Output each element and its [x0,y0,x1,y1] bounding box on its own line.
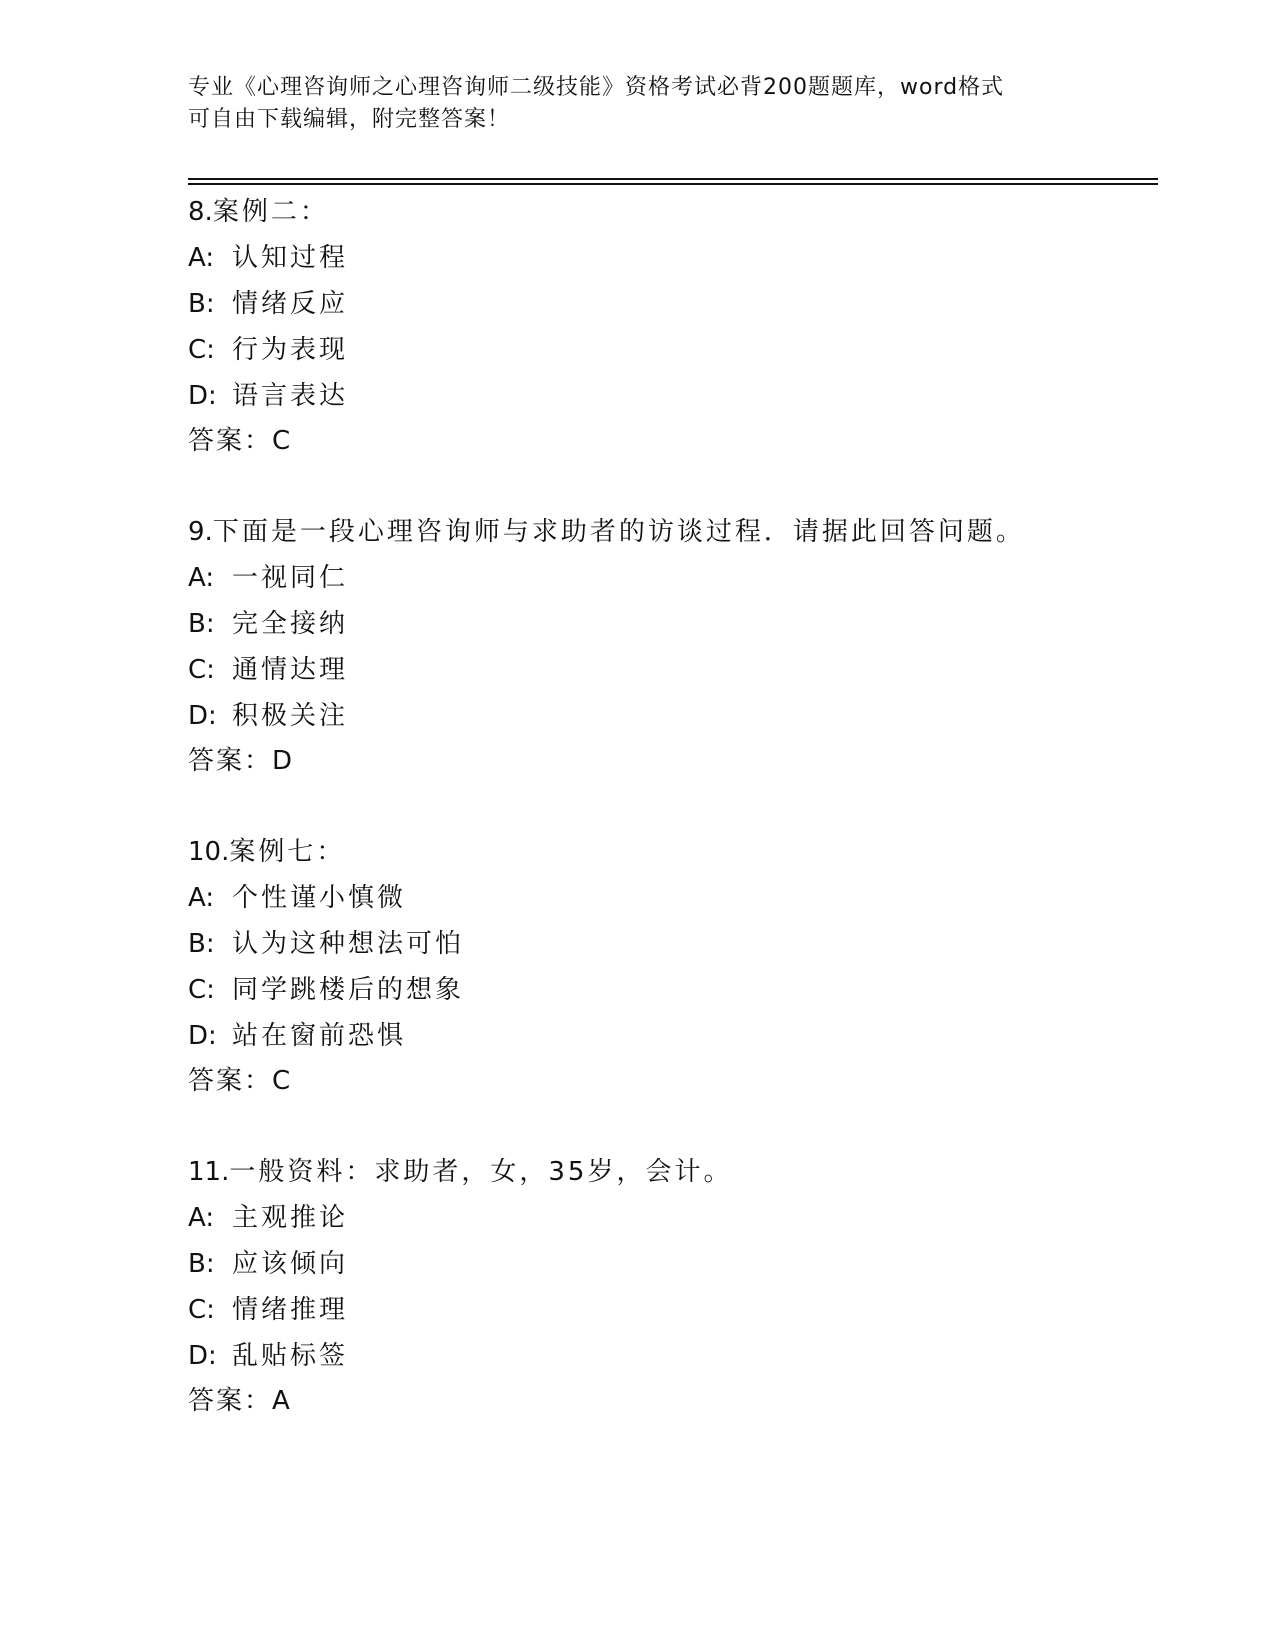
answer-value: C [272,426,291,456]
option-c [188,1287,1148,1333]
option-b [188,921,1148,967]
option-b [188,1241,1148,1287]
question-stem [188,190,1148,235]
option-c [188,967,1148,1013]
option-letter: B: [188,289,215,319]
option-b [188,281,1148,327]
question-number: 11. [188,1157,230,1187]
option-d [188,1333,1148,1379]
question-number: 10. [188,837,230,867]
answer-line [188,1059,1148,1103]
option-letter: A: [188,1203,215,1233]
question-8 [188,190,1148,463]
question-text: 一般资料：求助者，女，35岁，会计。 [229,1157,733,1187]
option-a [188,875,1148,921]
option-c [188,327,1148,373]
option-b [188,601,1148,647]
question-9 [188,510,1148,783]
answer-line [188,419,1148,463]
option-text: 完全接纳 [232,609,349,639]
option-text: 行为表现 [232,335,349,365]
option-letter: C: [188,975,215,1005]
question-list [188,190,1148,1470]
answer-label: 答案： [188,1066,273,1096]
header-line-2: 可自由下载编辑，附完整答案！ [188,107,511,132]
option-letter: A: [188,883,215,913]
document-header [188,72,1088,136]
header-divider-bottom [188,183,1158,185]
answer-label: 答案： [188,426,273,456]
option-letter: C: [188,1295,215,1325]
option-text: 积极关注 [232,701,349,731]
option-text: 认为这种想法可怕 [232,929,465,959]
option-letter: D: [188,1341,217,1371]
option-letter: D: [188,381,217,411]
option-text: 主观推论 [232,1203,349,1233]
answer-line [188,739,1148,783]
answer-value: C [272,1066,291,1096]
question-text: 案例七： [229,837,346,867]
option-letter: D: [188,1021,217,1051]
answer-label: 答案： [188,1386,273,1416]
option-c [188,647,1148,693]
option-letter: B: [188,1249,215,1279]
header-divider-top [188,178,1158,180]
option-letter: D: [188,701,217,731]
option-text: 应该倾向 [232,1249,349,1279]
option-text: 站在窗前恐惧 [232,1021,407,1051]
option-a [188,1195,1148,1241]
question-number: 9. [188,517,213,547]
option-text: 乱贴标签 [232,1341,349,1371]
option-letter: C: [188,335,215,365]
answer-value: A [272,1386,290,1416]
option-text: 同学跳楼后的想象 [232,975,465,1005]
option-letter: A: [188,563,215,593]
question-text: 案例二： [212,197,329,227]
option-a [188,235,1148,281]
question-stem [188,1150,1148,1195]
option-text: 一视同仁 [232,563,349,593]
header-line-1: 专业《心理咨询师之心理咨询师二级技能》资格考试必背200题题库，word格式 [188,75,1005,100]
option-text: 情绪推理 [232,1295,349,1325]
option-text: 语言表达 [232,381,349,411]
question-stem [188,830,1148,875]
option-d [188,1013,1148,1059]
option-text: 通情达理 [232,655,349,685]
answer-line [188,1379,1148,1423]
option-text: 情绪反应 [232,289,349,319]
option-letter: B: [188,929,215,959]
option-d [188,693,1148,739]
option-a [188,555,1148,601]
question-10 [188,830,1148,1103]
option-letter: B: [188,609,215,639]
question-number: 8. [188,197,213,227]
option-letter: C: [188,655,215,685]
option-text: 认知过程 [232,243,349,273]
question-text: 下面是一段心理咨询师与求助者的访谈过程．请据此回答问题。 [212,517,1025,547]
answer-value: D [272,746,293,776]
option-d [188,373,1148,419]
question-11 [188,1150,1148,1423]
option-letter: A: [188,243,215,273]
question-stem [188,510,1148,555]
option-text: 个性谨小慎微 [232,883,407,913]
answer-label: 答案： [188,746,273,776]
